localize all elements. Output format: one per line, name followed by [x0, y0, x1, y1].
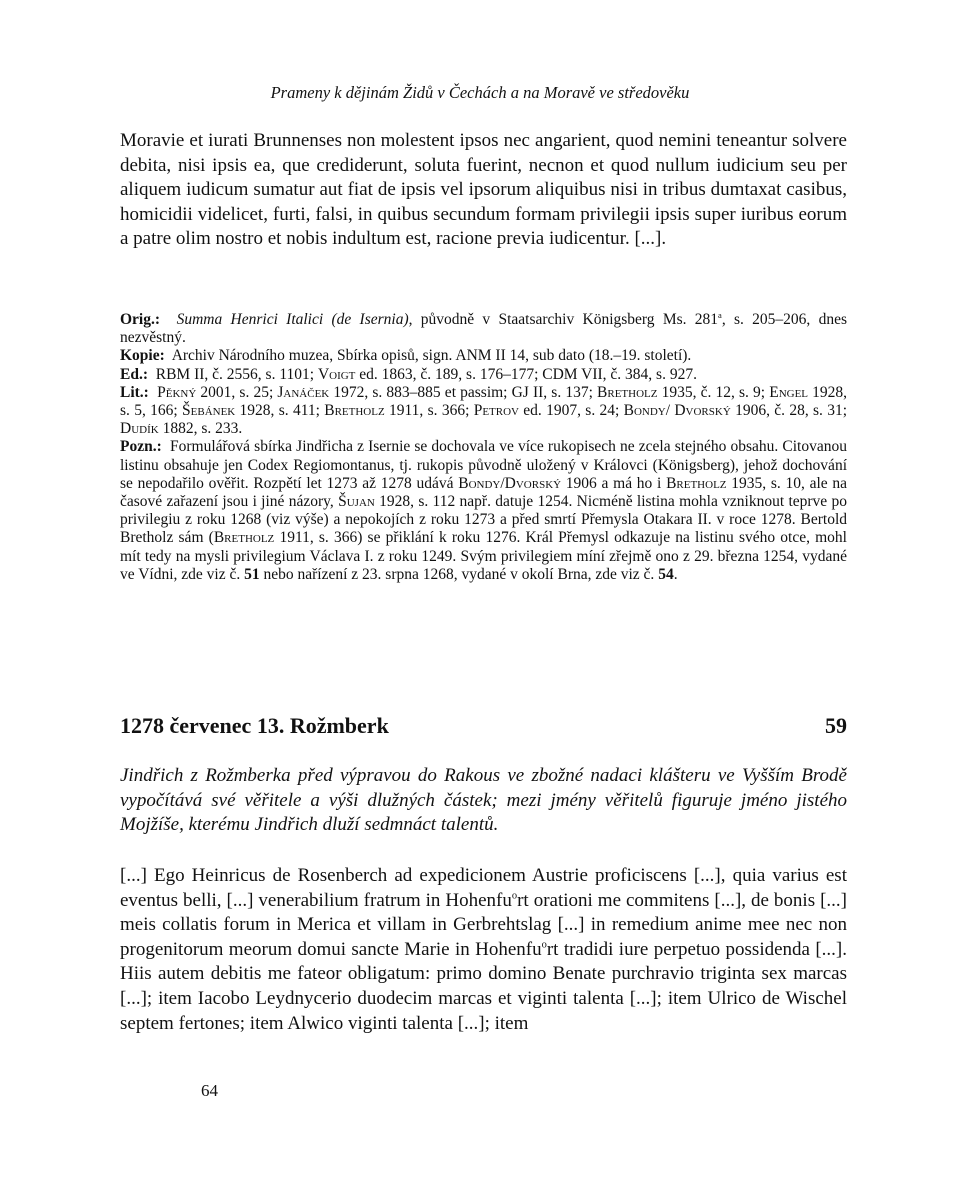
note-text: 1906 a má ho i	[561, 474, 667, 492]
note-text: Archiv Národního muzea, Sbírka opisů, sign. ANM II 14, sub dato (18.–19. století).	[171, 347, 692, 365]
document-text-top: Moravie et iurati Brunnenses non molestent ipsos nec angarient, quod nemini teneantur solvere debita, nisi ipsis ea, que crediderunt, soluta fuerint, necnon et quod nullum iudicium seu per aliquem iudicum sumatur aut fiat de ipsis vel ipsorum aliquibus nisi in tribus dumtaxat casibus, homicidii videlicet, furti, falsi, in quibus secundum formam privilegii ipsis super iuribus eorum a patre olim nostro et nobis indultum est, racione previa iudicentur. [...].	[120, 130, 847, 250]
note-text: 1911, s. 366) se přiklání k roku 1276. Král Přemysl odkazuje na listinu svého otce, mohl mít tedy na mysli privilegium Václava I. z roku 1249. Svým privilegiem míní zřejmě ono z 29. března 1254, vydané ve Vídni, zde viz č.	[120, 529, 847, 583]
note-label: Pozn.:	[120, 438, 162, 456]
author-name: Bretholz	[324, 402, 385, 420]
text-segment: [...] Ego Heinricus de Rosenberch ad expedicionem Austrie proficiscens [...], quia varius est eventus belli, [...] venerabilium fratrum in Hohenfu	[120, 865, 847, 911]
note-text: nebo nařízení z 23. srpna 1268, vydané v okolí Brna, zde viz č.	[259, 565, 659, 583]
document-text-entry	[120, 864, 847, 1036]
note-text: ed. 1863, č. 189, s. 176–177; CDM VII, č. 384, s. 927.	[355, 365, 697, 383]
author-name: Janáček	[277, 383, 330, 401]
superscript: a	[718, 309, 722, 320]
note-label: Orig.:	[120, 311, 161, 328]
author-name: Voigt	[317, 365, 356, 383]
note-text: 1928, s. 411;	[235, 402, 325, 420]
text-segment: rt orationi me commitens [...], de bonis [...] meis collatis forum in Merica et villam in Gerbrehtslag [...] in remedium anime mee nec non progenitorum meorum domui sancte Marie in Hohenfu	[120, 889, 847, 960]
entry-date-place: 1278 červenec 13. Rožmberk	[120, 713, 389, 738]
superscript: o	[541, 939, 547, 951]
author-name: Pěkný	[157, 383, 197, 401]
author-name: Petrov	[473, 402, 519, 420]
note-text: 1882, s. 233.	[158, 420, 243, 438]
author-name: Engel	[769, 383, 809, 401]
note-text: 2001, s. 25;	[196, 383, 278, 401]
author-name: Bretholz	[597, 383, 658, 401]
note-text: 1928, s. 5, 166;	[120, 383, 848, 420]
note-label: Ed.:	[120, 365, 148, 383]
text-segment: rt tradidi iure perpetuo possidenda [...]. Hiis autem debitis me fateor obligatum: primo domino Benate purchravio triginta sex marcas [...]; item Iacobo Leydnycerio duodecim marcas et viginti talenta [...]; item Ulrico de Wischel septem fertones; item Alwico viginti talenta [...]; item	[120, 938, 847, 1034]
author-name: Bondy/ Dvorský	[623, 402, 731, 420]
entry-regest: Jindřich z Rožmberka před výpravou do Rakous ve zbožné nadaci klášteru ve Vyšším Brodě vypočítává své věřitele a výši dlužných částek; mezi jmény věřitelů figuruje jméno jistého Mojžíše, kterému Jindřich dluží sedmnáct talentů.	[120, 765, 847, 836]
entry-number: 59	[825, 713, 847, 738]
author-name: Šebánek	[182, 402, 236, 420]
note-text: , původně v Staatsarchiv Königsberg Ms. 281	[408, 311, 719, 328]
author-name: Dudík	[120, 420, 159, 438]
note-text: 1935, s. 10, ale na časové zařazení jsou i jiné názory,	[120, 474, 847, 511]
author-name: Bretholz	[666, 474, 727, 492]
note-text: 1928, s. 112 např. datuje 1254. Nicméně listina mohla vzniknout teprve po privilegiu z roku 1268 (viz výše) a nepokojích z roku 1273 a před smrtí Přemysla Otakara II. v roce 1278. Bertold Bretholz sám (	[120, 493, 847, 547]
page-number: 64	[201, 1081, 218, 1100]
cross-reference: 51	[244, 565, 260, 583]
note-lit	[120, 384, 847, 439]
note-orig	[120, 311, 847, 347]
superscript: o	[511, 890, 518, 902]
note-text: , s. 205–206, dnes nezvěstný.	[120, 311, 847, 347]
author-name: Bondy/Dvorský	[458, 474, 562, 492]
apparatus-notes	[120, 311, 847, 584]
note-text: 1911, s. 366;	[384, 402, 474, 420]
source-title: Summa Henrici Italici (de Isernia)	[176, 311, 409, 328]
note-text: 1972, s. 883–885 et passim; GJ II, s. 137;	[329, 383, 598, 401]
author-name: Šujan	[338, 493, 375, 511]
note-ed	[120, 366, 847, 384]
note-text: Formulářová sbírka Jindřicha z Isernie se dochovala ve více rukopisech ne zcela stejného obsahu. Citovanou listinu obsahuje jen Codex Regiomontanus, tj. rukopis původně uložený v Královci (Königsberg), jehož dochování se nepodařilo ověřit. Rozpětí let 1273 až 1278 udává	[120, 438, 847, 492]
running-head: Prameny k dějinám Židů v Čechách a na Moravě ve středověku	[270, 83, 690, 102]
note-text: RBM II, č. 2556, s. 1101;	[155, 365, 318, 383]
entry-heading	[120, 713, 847, 739]
note-text: .	[673, 565, 678, 583]
note-label: Kopie:	[120, 347, 165, 365]
note-text: 1906, č. 28, s. 31;	[730, 402, 848, 420]
note-label: Lit.:	[120, 383, 149, 401]
cross-reference: 54	[658, 565, 674, 583]
author-name: Bretholz	[213, 529, 275, 547]
note-text: 1935, č. 12, s. 9;	[657, 383, 770, 401]
note-kopie	[120, 347, 847, 365]
note-pozn	[120, 438, 847, 584]
note-text: ed. 1907, s. 24;	[519, 402, 624, 420]
